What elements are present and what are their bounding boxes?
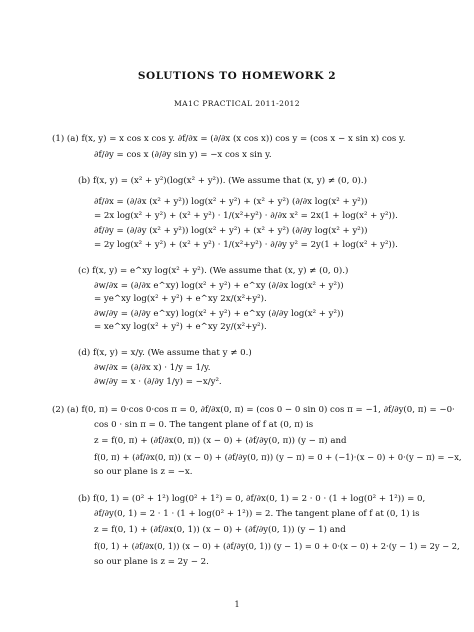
line-2a-tangent-plane-formula: z = f(0, π) + (∂f/∂x(0, π)) (x − 0) + (∂f/∂y(0, π)) (y − π) and — [94, 436, 347, 446]
line-1c-derivative-y: ∂w/∂y = (∂/∂y e^xy) log(x² + y²) + e^xy (∂/∂y log(x² + y²)) — [94, 309, 344, 319]
line-2a-conclusion: so our plane is z = −x. — [94, 467, 193, 477]
line-2b-tangent-plane-formula: z = f(0, 1) + (∂f/∂x(0, 1)) (x − 0) + (∂f/∂y(0, 1)) (y − 1) and — [94, 525, 346, 535]
page-number: 1 — [234, 600, 240, 609]
line-1b-derivative-y: ∂f/∂y = (∂/∂y (x² + y²)) log(x² + y²) + (x² + y²) (∂/∂y log(x² + y²)) — [94, 226, 368, 236]
document-subtitle: MA1C PRACTICAL 2011-2012 — [173, 99, 301, 108]
line-1a-derivative-y: ∂f/∂y = cos x (∂/∂y sin y) = −x cos x sin y. — [94, 150, 272, 160]
line-1b-derivative-x: ∂f/∂x = (∂/∂x (x² + y²)) log(x² + y²) + (x² + y²) (∂/∂x log(x² + y²)) — [94, 197, 368, 207]
line-1c-derivative-x-result: = ye^xy log(x² + y²) + e^xy 2x/(x²+y²). — [94, 294, 267, 304]
line-1b-derivative-y-result: = 2y log(x² + y²) + (x² + y²) · 1/(x²+y²) · ∂/∂y y² = 2y(1 + log(x² + y²)). — [94, 240, 398, 250]
line-1d-derivative-x: ∂w/∂x = (∂/∂x x) · 1/y = 1/y. — [94, 363, 211, 373]
line-2a-values: (2) (a) f(0, π) = 0·cos 0·cos π = 0, ∂f/∂x(0, π) = (cos 0 − 0 sin 0) cos π = −1, ∂f/∂y(0, π) = −0· — [52, 405, 455, 415]
line-1b-derivative-x-result: = 2x log(x² + y²) + (x² + y²) · 1/(x²+y²) · ∂/∂x x² = 2x(1 + log(x² + y²)). — [94, 211, 398, 221]
line-1c-function: (c) f(x, y) = e^xy log(x² + y²). (We assume that (x, y) ≠ (0, 0).) — [78, 266, 349, 276]
document-title: SOLUTIONS TO HOMEWORK 2 — [137, 70, 337, 82]
line-2a-tangent-plane-evaluation: f(0, π) + (∂f/∂x(0, π)) (x − 0) + (∂f/∂y(0, π)) (y − π) = 0 + (−1)·(x − 0) + 0·(y − π) = −x, — [94, 452, 462, 462]
line-1a-derivative-x: (1) (a) f(x, y) = x cos x cos y. ∂f/∂x = (∂/∂x (x cos x)) cos y = (cos x − x sin x) cos y. — [52, 134, 406, 144]
line-1b-function: (b) f(x, y) = (x² + y²)(log(x² + y²)). (We assume that (x, y) ≠ (0, 0).) — [78, 176, 367, 186]
line-1d-function: (d) f(x, y) = x/y. (We assume that y ≠ 0.) — [78, 348, 252, 358]
line-2b-tangent-plane-evaluation: f(0, 1) + (∂f/∂x(0, 1)) (x − 0) + (∂f/∂y(0, 1)) (y − 1) = 0 + 0·(x − 0) + 2·(y − 1) = 2y − 2, — [94, 541, 460, 551]
line-1c-derivative-y-result: = xe^xy log(x² + y²) + e^xy 2y/(x²+y²). — [94, 322, 267, 332]
line-2b-conclusion: so our plane is z = 2y − 2. — [94, 557, 209, 567]
line-1c-derivative-x: ∂w/∂x = (∂/∂x e^xy) log(x² + y²) + e^xy (∂/∂x log(x² + y²)) — [94, 281, 344, 291]
line-2b-values: (b) f(0, 1) = (0² + 1²) log(0² + 1²) = 0, ∂f/∂x(0, 1) = 2 · 0 · (1 + log(0² + 1²)) = 0, — [78, 494, 426, 504]
line-2a-tangent-plane-intro: cos 0 · sin π = 0. The tangent plane of f at (0, π) is — [94, 420, 314, 430]
line-2b-tangent-plane-intro: ∂f/∂y(0, 1) = 2 · 1 · (1 + log(0² + 1²)) = 2. The tangent plane of f at (0, 1) is — [94, 509, 420, 519]
line-1d-derivative-y: ∂w/∂y = x · (∂/∂y 1/y) = −x/y². — [94, 377, 222, 387]
